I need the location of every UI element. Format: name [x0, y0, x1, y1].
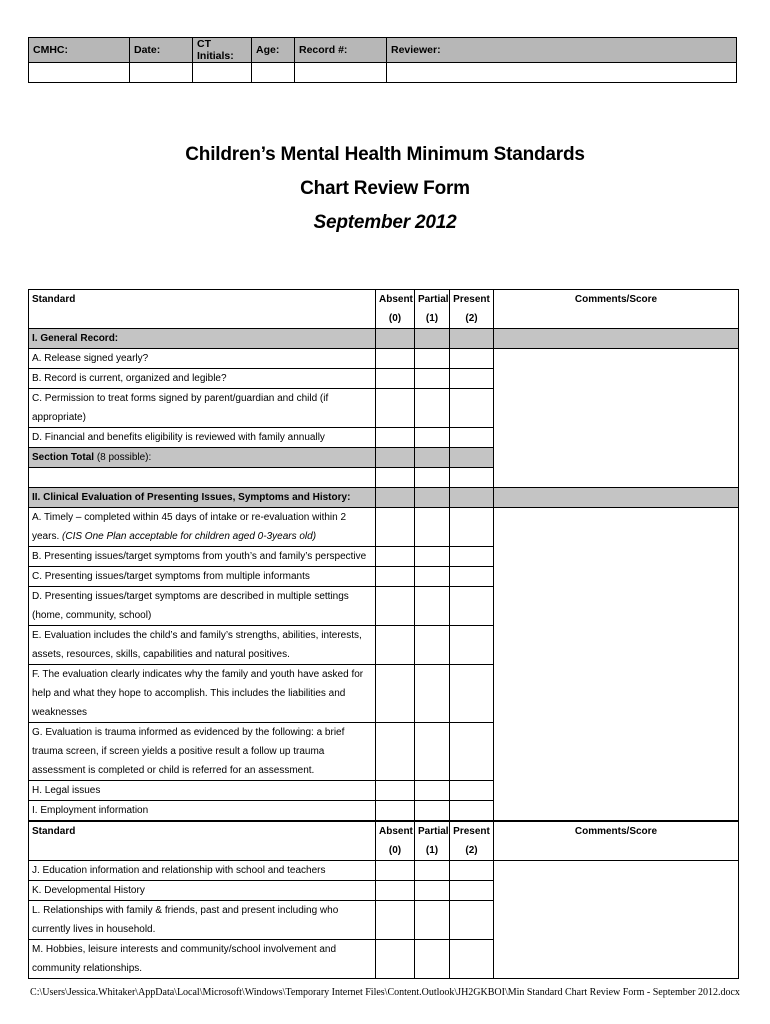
ct-initials-label: CT Initials: — [193, 38, 252, 63]
col-partial: Partial (1) — [415, 290, 450, 329]
present-cell[interactable] — [450, 369, 494, 389]
present-cell[interactable] — [450, 881, 494, 901]
present-cell[interactable] — [450, 626, 494, 665]
date-label: Date: — [130, 38, 193, 63]
present-cell[interactable] — [450, 723, 494, 781]
absent-cell[interactable] — [376, 508, 415, 547]
partial-cell[interactable] — [415, 723, 450, 781]
table-row: G. Evaluation is trauma informed as evidenced by the following: a brief trauma screen, if screen yields a positive result a follow up trauma assessment is completed or child is referred for an assessment. — [29, 723, 739, 781]
present-cell[interactable] — [450, 861, 494, 881]
table-row: B. Presenting issues/target symptoms from youth’s and family’s perspective — [29, 547, 739, 567]
table-row: L. Relationships with family & friends, past and present including who currently lives in household. — [29, 901, 739, 940]
standards-table — [28, 289, 739, 979]
date-field[interactable] — [130, 63, 193, 83]
form-title: Children’s Mental Health Minimum Standards — [185, 144, 585, 165]
present-cell[interactable] — [450, 567, 494, 587]
present-cell[interactable] — [450, 508, 494, 547]
record-label: Record #: — [295, 38, 387, 63]
present-cell[interactable] — [450, 781, 494, 801]
partial-cell[interactable] — [415, 801, 450, 821]
ct-initials-field[interactable] — [193, 63, 252, 83]
absent-cell[interactable] — [376, 723, 415, 781]
absent-cell[interactable] — [376, 349, 415, 369]
table-row: D. Presenting issues/target symptoms are described in multiple settings (home, community, school) — [29, 587, 739, 626]
table-row: I. Employment information — [29, 801, 739, 821]
absent-cell[interactable] — [376, 861, 415, 881]
reviewer-label: Reviewer: — [387, 38, 737, 63]
total-partial-cell[interactable] — [415, 448, 450, 468]
total-present-cell[interactable] — [450, 448, 494, 468]
partial-cell[interactable] — [415, 901, 450, 940]
table-row: H. Legal issues — [29, 781, 739, 801]
form-subtitle: Chart Review Form — [300, 178, 470, 199]
reviewer-field[interactable] — [387, 63, 737, 83]
table-row: C. Presenting issues/target symptoms from multiple informants — [29, 567, 739, 587]
partial-cell[interactable] — [415, 349, 450, 369]
partial-cell[interactable] — [415, 567, 450, 587]
absent-cell[interactable] — [376, 428, 415, 448]
present-cell[interactable] — [450, 389, 494, 428]
table-row: C. Permission to treat forms signed by parent/guardian and child (if appropriate) — [29, 389, 739, 428]
absent-cell[interactable] — [376, 940, 415, 979]
absent-cell[interactable] — [376, 369, 415, 389]
table-row: A. Release signed yearly? — [29, 349, 739, 369]
absent-cell[interactable] — [376, 626, 415, 665]
comments-cell[interactable] — [494, 508, 739, 821]
table-header-row — [29, 290, 739, 329]
partial-cell[interactable] — [415, 665, 450, 723]
absent-cell[interactable] — [376, 781, 415, 801]
table-row: F. The evaluation clearly indicates why the family and youth have asked for help and what they hope to accomplish. This includes the liabilities and weaknesses — [29, 665, 739, 723]
present-cell[interactable] — [450, 665, 494, 723]
present-cell[interactable] — [450, 349, 494, 369]
file-path-footer: C:\Users\Jessica.Whitaker\AppData\Local\Microsoft\Windows\Temporary Internet Files\Content.Outlook\JH2GKBOI\Min Standard Chart Review Form - September 2012.docx — [30, 987, 740, 998]
absent-cell[interactable] — [376, 547, 415, 567]
cmhc-label: CMHC: — [29, 38, 130, 63]
absent-cell[interactable] — [376, 665, 415, 723]
present-cell[interactable] — [450, 801, 494, 821]
absent-cell[interactable] — [376, 567, 415, 587]
review-header-table — [28, 37, 737, 83]
present-cell[interactable] — [450, 428, 494, 448]
col-present: Present (2) — [450, 290, 494, 329]
col-absent: Absent (0) — [376, 290, 415, 329]
table-row: A. Timely – completed within 45 days of intake or re-evaluation within 2 years. (CIS One Plan acceptable for children aged 0-3years old) — [29, 508, 739, 547]
absent-cell[interactable] — [376, 901, 415, 940]
cmhc-field[interactable] — [29, 63, 130, 83]
table-header-row-repeat: Standard Absent (0) Partial (1) Present (2) Comments/Score — [29, 822, 739, 861]
partial-cell[interactable] — [415, 389, 450, 428]
comments-cell[interactable] — [494, 861, 739, 979]
table-row: M. Hobbies, leisure interests and community/school involvement and community relationships. — [29, 940, 739, 979]
age-label: Age: — [252, 38, 295, 63]
partial-cell[interactable] — [415, 508, 450, 547]
partial-cell[interactable] — [415, 369, 450, 389]
absent-cell[interactable] — [376, 587, 415, 626]
partial-cell[interactable] — [415, 881, 450, 901]
present-cell[interactable] — [450, 587, 494, 626]
absent-cell[interactable] — [376, 801, 415, 821]
partial-cell[interactable] — [415, 428, 450, 448]
age-field[interactable] — [252, 63, 295, 83]
section-header-general-record: I. General Record: — [29, 329, 739, 349]
partial-cell[interactable] — [415, 781, 450, 801]
absent-cell[interactable] — [376, 389, 415, 428]
present-cell[interactable] — [450, 940, 494, 979]
section-header-clinical-evaluation: II. Clinical Evaluation of Presenting Issues, Symptoms and History: — [29, 488, 739, 508]
col-comments: Comments/Score — [494, 290, 739, 329]
section-total-row: Section Total (8 possible): — [29, 448, 739, 468]
total-absent-cell[interactable] — [376, 448, 415, 468]
present-cell[interactable] — [450, 547, 494, 567]
col-standard: Standard — [29, 290, 376, 329]
form-date: September 2012 — [313, 212, 457, 233]
comments-cell[interactable] — [494, 349, 739, 488]
table-row: K. Developmental History — [29, 881, 739, 901]
table-row: E. Evaluation includes the child’s and family’s strengths, abilities, interests, assets, resources, skills, capabilities and natural positives. — [29, 626, 739, 665]
present-cell[interactable] — [450, 901, 494, 940]
partial-cell[interactable] — [415, 626, 450, 665]
partial-cell[interactable] — [415, 587, 450, 626]
partial-cell[interactable] — [415, 861, 450, 881]
absent-cell[interactable] — [376, 881, 415, 901]
record-field[interactable] — [295, 63, 387, 83]
partial-cell[interactable] — [415, 547, 450, 567]
table-row: D. Financial and benefits eligibility is reviewed with family annually — [29, 428, 739, 448]
partial-cell[interactable] — [415, 940, 450, 979]
table-row: J. Education information and relationship with school and teachers — [29, 861, 739, 881]
table-row: B. Record is current, organized and legible? — [29, 369, 739, 389]
